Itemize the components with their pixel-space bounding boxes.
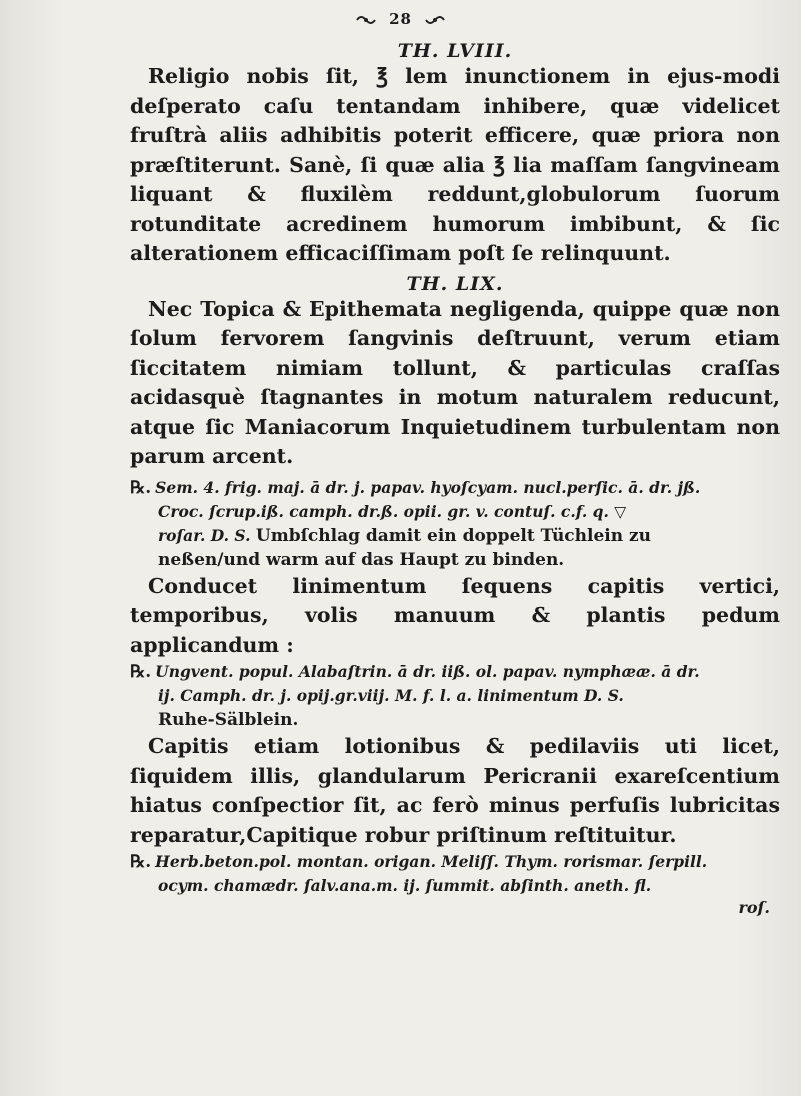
prescription-line: ocym. chamædr. ſalv.ana.m. ij. ſummit. abſinth. aneth. fl.: [158, 876, 652, 895]
paragraph: Capitis etiam lotionibus & pedilaviis uti licet, ſiquidem illis, glandularum Pericranii exareſcentium hiatus conſpectior ſit, ac ferò minus perfuſis lubricitas reparatur,Capitique robur priſtinum reſtituitur.: [130, 734, 780, 847]
ornament-icon: [355, 13, 377, 27]
paragraph: Nec Topica & Epithemata negligenda, quippe quæ non ſolum fervorem ſangvinis deſtruunt, verum etiam ſiccitatem nimiam tollunt, & particulas craſſas acidasquè ſtagnantes in motum naturalem reducunt, atque ſic Maniacorum Inquietudinem turbulentam non parum arcent.: [130, 296, 780, 468]
main-text: [130, 40, 780, 917]
thesis-title: TH. LIX.: [406, 272, 504, 295]
thesis-title: TH. LVIII.: [397, 40, 513, 62]
paragraph: Religio nobis ſit, ℥ lem inunctionem in ejus-modi deſperato caſu tentandam inhibere, quæ videlicet fruſtrà aliis adhibitis poterit efficere, quæ priora non præſtiterunt. Sanè, ſi quæ alia ℥ lia maſſam ſangvineam liquant & fluxilèm reddunt,globulorum ſuorum rotunditate acredinem humorum imbibunt, & ſic alterationem efficaciſſimam poſt ſe relinquunt.: [130, 64, 780, 265]
prescription: [130, 476, 780, 572]
catchword: roſ.: [738, 898, 770, 917]
ornament-icon: [424, 13, 446, 27]
prescription-line: Herb.beton.pol. montan. origan. Meliſſ. Thym. rorismar. ſerpill.: [155, 852, 708, 871]
german-instruction: neßen/und warm auf das Haupt zu binden.: [158, 549, 565, 570]
page-number: 28: [389, 10, 412, 28]
prescription-line: Ungvent. popul. Alabaſtrin. ā dr. iiß. ol. papav. nymphææ. ā dr.: [155, 662, 700, 681]
german-instruction: Umbſchlag damit ein doppelt Tüchlein zu: [255, 525, 652, 546]
prescription-line: roſar. D. S.: [158, 525, 251, 545]
prescription-line: Sem. 4. frig. maj. ā dr. j. papav. hyoſcyam. nucl.perſic. ā. dr. jß.: [155, 477, 701, 497]
prescription-line: Croc. ſcrup.iß. camph. dr.ß. opii. gr. v. contuſ. c.f. q. ▽: [158, 501, 627, 521]
recipe-symbol: ℞.: [130, 852, 152, 872]
prescription: [130, 660, 780, 732]
page-header: [0, 10, 801, 28]
prescription: [130, 850, 780, 898]
german-instruction: Ruhe-Sälblein.: [158, 710, 299, 730]
recipe-symbol: ℞.: [130, 662, 152, 682]
recipe-symbol: ℞.: [130, 477, 152, 498]
prescription-line: ij. Camph. dr. j. opij.gr.viij. M. f. l. a. linimentum D. S.: [158, 686, 624, 705]
paragraph: Conducet linimentum ſequens capitis vertici, temporibus, volis manuum & plantis pedum applicandum :: [130, 573, 780, 657]
